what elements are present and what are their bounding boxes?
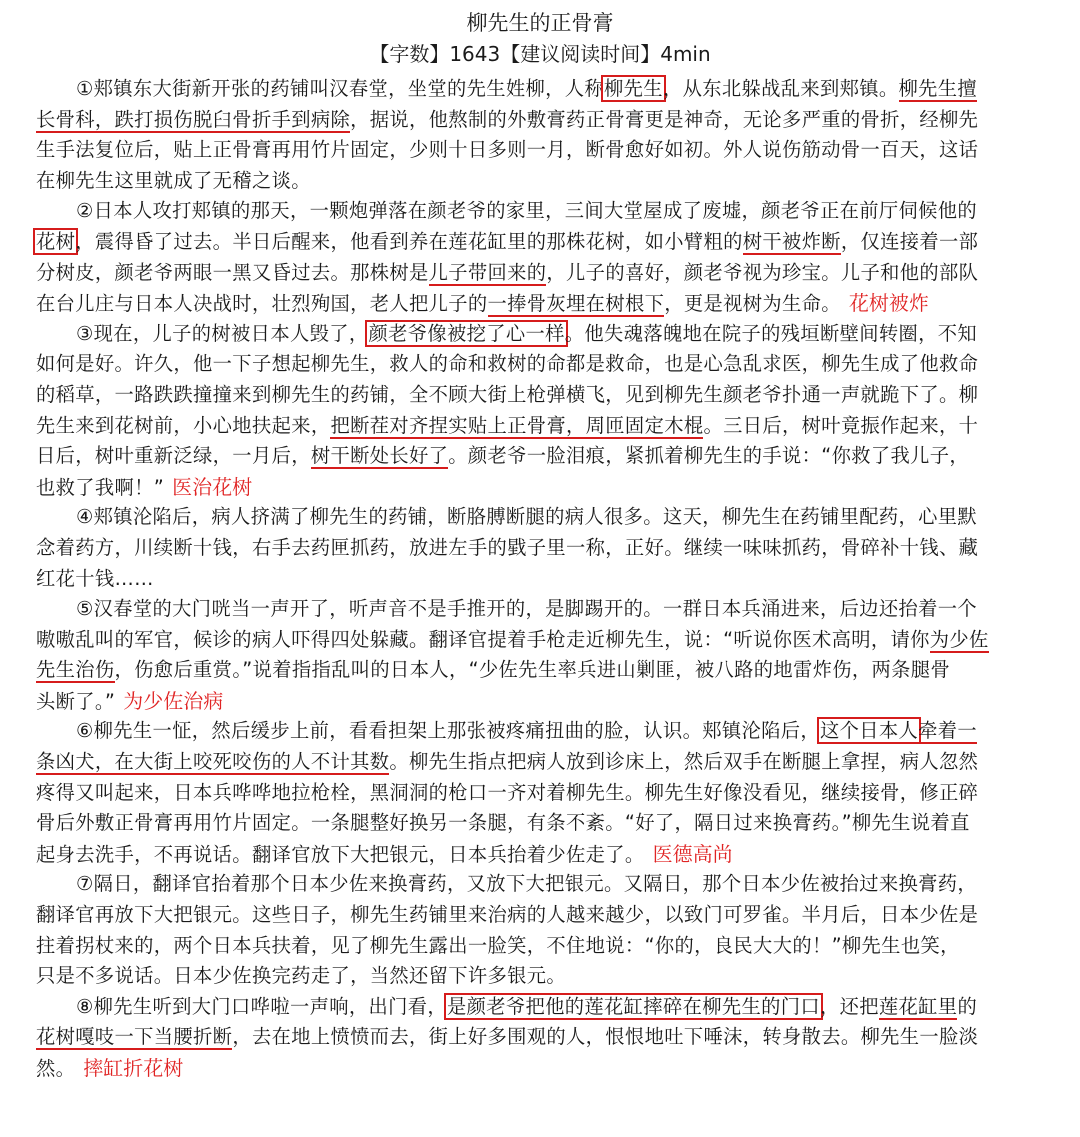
text-line — [36, 472, 1036, 503]
underlined-text: 树干断处长好了 — [310, 444, 449, 468]
text-line — [36, 931, 1036, 962]
text-line — [36, 135, 1036, 166]
text-line — [36, 808, 1036, 839]
text-line — [36, 869, 1036, 900]
text-line — [36, 349, 1036, 380]
text-segment: 起身去洗手，不再说话。翻译官放下大把银元，日本兵抬着少佐走了。 — [36, 842, 645, 866]
article-body — [36, 74, 1036, 1084]
text-segment: 。颜老爷一脸泪痕，紧抓着柳先生的手说：“你救了我儿子， — [448, 444, 970, 468]
underlined-text: 牵着一 — [918, 719, 978, 743]
text-segment: ，据说，他熬制的外敷膏药正骨膏更是神奇，无论多严重的骨折，经柳先 — [350, 107, 979, 131]
text-segment: 在柳先生这里就成了无稽之谈。 — [36, 168, 311, 192]
text-segment: 的 — [957, 994, 978, 1018]
underlined-text: 先生治伤 — [36, 658, 115, 682]
text-line — [36, 961, 1036, 992]
text-segment: 日后，树叶重新泛绿，一月后， — [36, 444, 311, 468]
text-segment: 在台儿庄与日本人决战时，壮烈殉国，老人把儿子的 — [36, 292, 488, 316]
text-segment: 如何是好。许久，他一下子想起柳先生，救人的命和救树的命都是救命，也是心急乱求医，柳先生成了他救命 — [36, 352, 979, 376]
text-segment: ④郏镇沦陷后，病人挤满了柳先生的药铺，断胳膊断腿的病人很多。这天，柳先生在药铺里配药，心里默 — [76, 505, 978, 529]
text-segment: ，去在地上愤愤而去，街上好多围观的人，恨恨地吐下唾沫，转身散去。柳先生一脸淡 — [232, 1025, 979, 1049]
text-line — [36, 441, 1036, 472]
text-segment: 。他失魂落魄地在院子的残垣断壁间转圈，不知 — [564, 321, 978, 345]
text-line — [36, 594, 1036, 625]
text-segment: 嗷嗷乱叫的军官，候诊的病人吓得四处躲藏。翻译官提着手枪走近柳先生，说：“听说你医术高明，请你 — [36, 627, 930, 651]
text-line — [36, 258, 1036, 289]
text-line — [36, 716, 1036, 747]
underlined-text: 花树嘎吱一下当腰折断 — [36, 1025, 233, 1049]
text-segment: 只是不多说话。日本少佐换完药走了，当然还留下许多银元。 — [36, 964, 567, 988]
handwritten-annotation: 医治花树 — [172, 474, 253, 499]
text-segment: 骨后外敷正骨膏再用竹片固定。一条腿整好换另一条腿，有条不紊。“好了，隔日过来换膏药。”柳先生说着直 — [36, 811, 970, 835]
text-segment: ，更是视树为生命。 — [664, 292, 841, 316]
handwritten-annotation: 为少佐治病 — [123, 688, 224, 713]
handwritten-annotation: 摔缸折花树 — [83, 1056, 184, 1080]
text-line — [36, 625, 1036, 656]
text-segment: ，从东北躲战乱来到郏镇。 — [662, 77, 899, 100]
text-line — [36, 1053, 1036, 1084]
boxed-text: 柳先生 — [601, 75, 666, 102]
text-segment: ，伤愈后重赏。”说着指指乱叫的日本人，“少佐先生率兵进山剿匪，被八路的地雷炸伤，两条腿骨 — [114, 658, 951, 682]
text-line — [36, 74, 1036, 105]
text-line — [36, 839, 1036, 870]
handwritten-annotation: 花树被炸 — [848, 291, 929, 316]
text-line — [36, 105, 1036, 136]
text-line — [36, 778, 1036, 809]
text-segment: 然。 — [36, 1057, 76, 1080]
text-segment: 翻译官再放下大把银元。这些日子，柳先生药铺里来治病的人越来越少，以致门可罗雀。半月后，日本少佐是 — [36, 903, 979, 927]
text-line — [36, 992, 1036, 1023]
text-segment: 的稻草，一路跌跌撞撞来到柳先生的药铺，全不顾大街上枪弹横飞，见到柳先生颜老爷扑通一声就跪下了。柳 — [36, 382, 979, 406]
handwritten-annotation: 医德高尚 — [652, 841, 733, 866]
text-line — [36, 686, 1036, 717]
text-line — [36, 564, 1036, 595]
text-segment: ⑤汉春堂的大门咣当一声开了，听声音不是手推开的，是脚踢开的。一群日本兵涌进来，后边还抬着一个 — [76, 597, 978, 621]
text-line — [36, 747, 1036, 778]
text-segment: 头断了。” — [36, 689, 116, 713]
underlined-text: 树干被炸断 — [742, 229, 841, 253]
text-segment: 先生来到花树前，小心地扶起来， — [36, 413, 331, 437]
boxed-text: 花树 — [33, 228, 78, 255]
underlined-text: 长骨科，跌打损伤脱臼骨折手到病除 — [36, 107, 351, 131]
underlined-text: 条凶犬，在大街上咬死咬伤的人不计其数 — [36, 750, 390, 774]
text-segment: 念着药方，川续断十钱，右手去药匣抓药，放进左手的戥子里一称，正好。继续一味味抓药，骨碎补十钱、藏 — [36, 535, 979, 559]
text-segment: ②日本人攻打郏镇的那天，一颗炮弹落在颜老爷的家里，三间大堂屋成了废墟，颜老爷正在前厅伺候他的 — [76, 199, 978, 223]
text-line — [36, 196, 1036, 227]
text-line — [36, 502, 1036, 533]
text-line — [36, 319, 1036, 350]
underlined-text: 莲花缸里 — [878, 994, 958, 1018]
boxed-text: 是颜老爷把他的莲花缸摔碎在柳先生的门口 — [444, 993, 823, 1020]
text-segment: 。三日后，树叶竟振作起来，十 — [703, 413, 979, 437]
text-segment: 拄着拐杖来的，两个日本兵扶着，见了柳先生露出一脸笑，不住地说：“你的，良民大大的！”柳先生也笑， — [36, 933, 960, 957]
text-segment: 。柳先生指点把病人放到诊床上，然后双手在断腿上拿捏，病人忽然 — [389, 750, 979, 774]
underlined-text: 一捧骨灰埋在树根下 — [487, 292, 665, 316]
text-line — [36, 411, 1036, 442]
text-line — [36, 900, 1036, 931]
underlined-text: 儿子带回来的 — [428, 260, 547, 284]
text-line — [36, 1022, 1036, 1053]
text-segment: ，震得昏了过去。半日后醒来，他看到养在莲花缸里的那株花树，如小臂粗的 — [75, 229, 743, 253]
text-segment: ⑧柳先生听到大门口哗啦一声响，出门看， — [76, 994, 447, 1018]
underlined-text: 把断茬对齐捏实贴上正骨膏，周匝固定木棍 — [330, 413, 704, 437]
text-segment: ，还把 — [820, 994, 879, 1018]
text-segment: 生手法复位后，贴上正骨膏再用竹片固定，少则十日多则一月，断骨愈好如初。外人说伤筋动骨一百天，这话 — [36, 138, 979, 162]
reading-meta: 【字数】1643【建议阅读时间】4min — [369, 42, 711, 66]
text-line — [36, 655, 1036, 686]
text-segment: 疼得又叫起来，日本兵哗哗地拉枪栓，黑洞洞的枪口一齐对着柳先生。柳先生好像没看见，继续接骨，修正碎 — [36, 780, 979, 804]
text-segment: ⑥柳先生一怔，然后缓步上前，看看担架上那张被疼痛扭曲的脸，认识。郏镇沦陷后， — [76, 719, 820, 743]
text-line — [36, 288, 1036, 319]
underlined-text: 柳先生擅 — [898, 77, 978, 100]
text-segment: 也救了我啊！” — [36, 475, 165, 499]
text-segment: ③现在，儿子的树被日本人毁了， — [76, 321, 369, 345]
text-line — [36, 166, 1036, 197]
text-segment: ，儿子的喜好，颜老爷视为珍宝。儿子和他的部队 — [546, 260, 979, 284]
underlined-text: 为少佐 — [929, 627, 989, 651]
boxed-text: 颜老爷像被挖了心一样 — [365, 320, 567, 347]
text-segment: 分树皮，颜老爷两眼一黑又昏过去。那株树是 — [36, 260, 429, 284]
text-segment: 红花十钱…… — [36, 566, 154, 590]
page-title: 柳先生的正骨膏 — [466, 11, 614, 35]
text-line — [36, 533, 1036, 564]
text-segment: ⑦隔日，翻译官抬着那个日本少佐来换膏药，又放下大把银元。又隔日，那个日本少佐被抬过来换膏药， — [76, 872, 978, 896]
text-segment: ①郏镇东大街新开张的药铺叫汉春堂，坐堂的先生姓柳，人称 — [76, 77, 605, 100]
boxed-text: 这个日本人 — [817, 717, 921, 744]
text-line — [36, 380, 1036, 411]
text-line — [36, 227, 1036, 258]
text-segment: ，仅连接着一部 — [840, 229, 979, 253]
